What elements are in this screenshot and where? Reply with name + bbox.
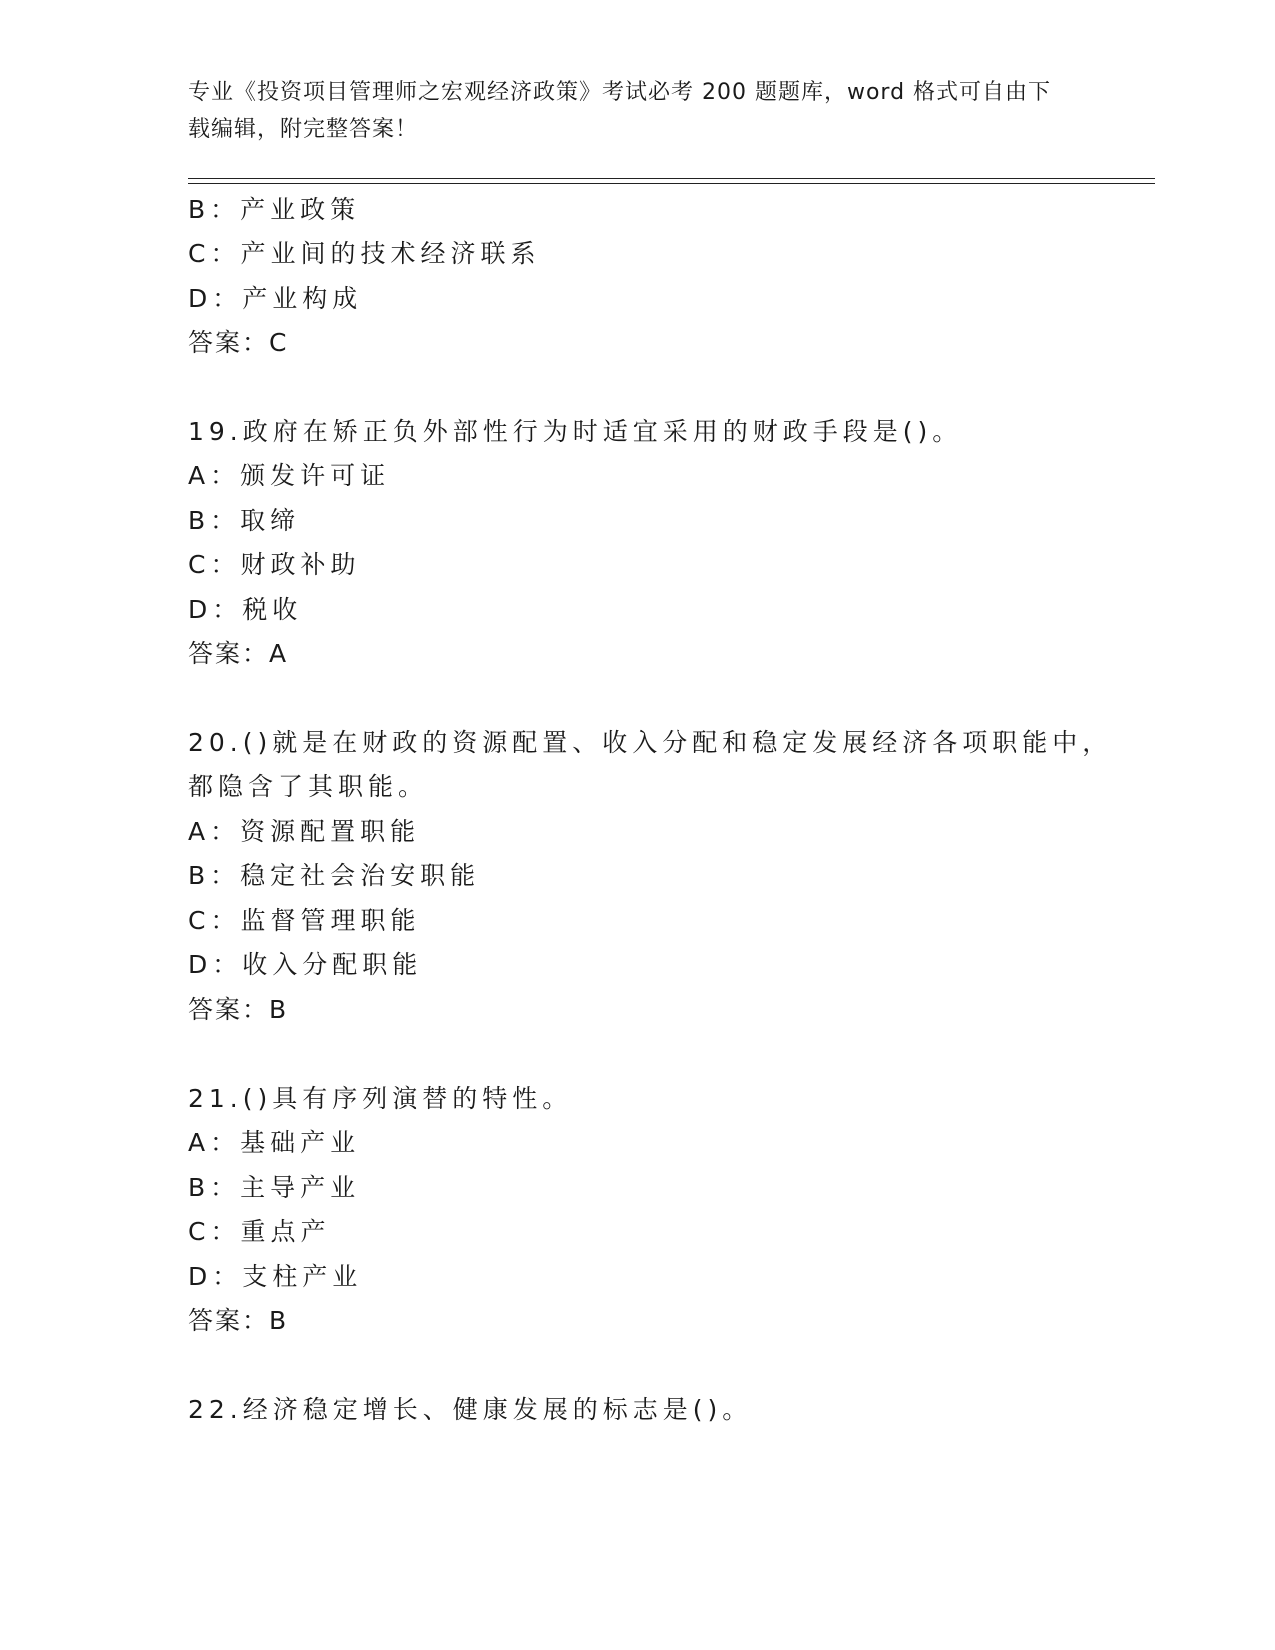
option-a: A：资源配置职能 (188, 817, 421, 846)
question-19: 19.政府在矫正负外部性行为时适宜采用的财政手段是()。 (188, 417, 963, 446)
answer-line: 答案：B (188, 995, 289, 1024)
header-divider-bottom (188, 183, 1155, 184)
answer-line: 答案：C (188, 328, 289, 357)
option-a: A：基础产业 (188, 1128, 361, 1157)
option-d: D：产业构成 (188, 284, 363, 313)
option-b: B：稳定社会治安职能 (188, 861, 481, 890)
option-c: C：重点产 (188, 1217, 331, 1246)
option-d: D：税收 (188, 595, 303, 624)
answer-line: 答案：A (188, 639, 289, 668)
option-a: A：颁发许可证 (188, 461, 391, 490)
option-d: D：支柱产业 (188, 1262, 363, 1291)
header-divider-top (188, 178, 1155, 179)
option-b: B：主导产业 (188, 1173, 361, 1202)
option-b: B：取缔 (188, 506, 301, 535)
question-22: 22.经济稳定增长、健康发展的标志是()。 (188, 1395, 753, 1424)
option-d: D：收入分配职能 (188, 950, 423, 979)
option-c: C：财政补助 (188, 550, 361, 579)
question-20-continuation: 都隐含了其职能。 (188, 772, 429, 801)
question-20: 20.()就是在财政的资源配置、收入分配和稳定发展经济各项职能中， (188, 728, 1113, 757)
question-21: 21.()具有序列演替的特性。 (188, 1084, 573, 1113)
option-b: B：产业政策 (188, 195, 361, 224)
option-c: C：产业间的技术经济联系 (188, 239, 541, 268)
answer-line: 答案：B (188, 1306, 289, 1335)
option-c: C：监督管理职能 (188, 906, 421, 935)
document-header: 专业《投资项目管理师之宏观经济政策》考试必考 200 题题库，word 格式可自由下载编辑，附完整答案！ (188, 80, 1052, 142)
